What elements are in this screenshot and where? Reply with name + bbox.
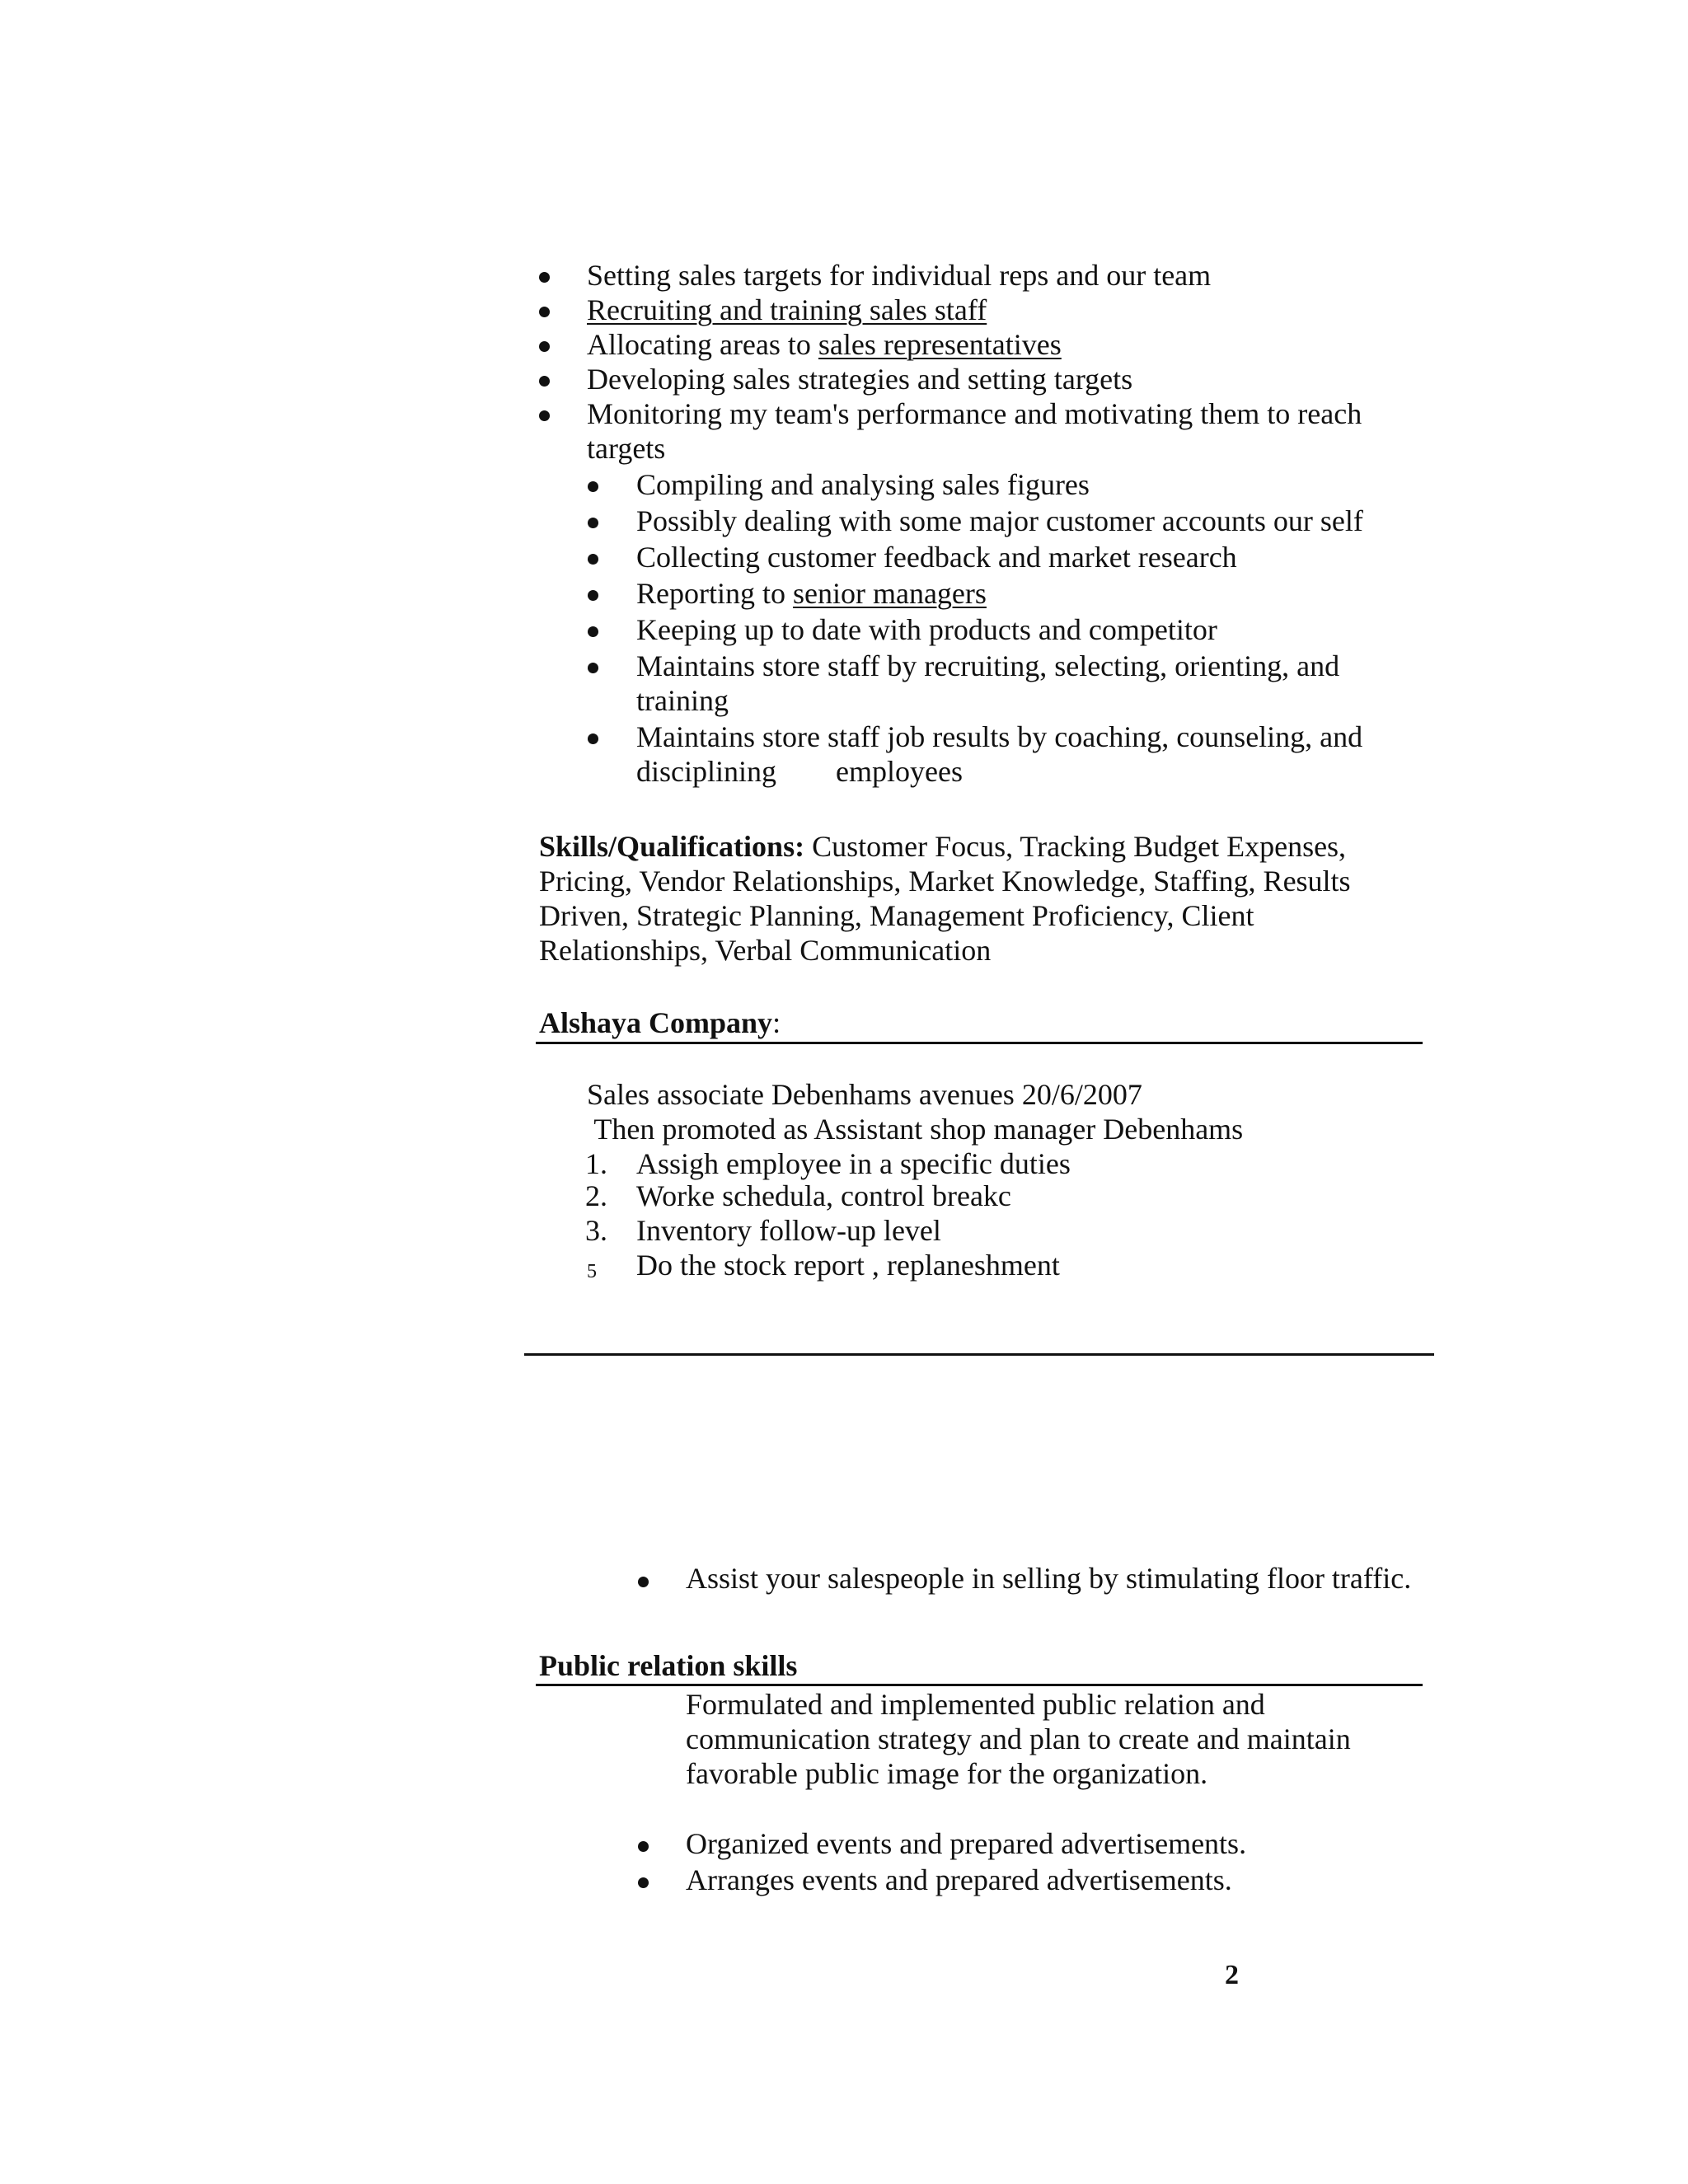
bullet-icon — [539, 307, 550, 317]
pr-bullet-item: Arranges events and prepared advertisements. — [686, 1863, 1232, 1896]
pr-bullet-item: Organized events and prepared advertisements. — [686, 1827, 1247, 1860]
job-intro: Sales associate Debenhams avenues 20/6/2007 — [587, 1078, 1142, 1111]
pr-paragraph-line: communication strategy and plan to create and maintain — [686, 1722, 1351, 1755]
list-number: 5 — [587, 1261, 597, 1282]
bullet-icon — [638, 1841, 649, 1852]
duty-subitem-continuation: training — [636, 684, 729, 717]
skills-label: Skills/Qualifications: — [539, 830, 805, 863]
duty-subitem: Compiling and analysing sales figures — [636, 468, 1090, 501]
heading-colon: : — [772, 1006, 781, 1039]
duty-subitem: Collecting customer feedback and market research — [636, 541, 1237, 574]
duty-item-continuation: targets — [587, 432, 666, 465]
company-name: Alshaya Company — [539, 1006, 773, 1039]
skills-text: Customer Focus, Tracking Budget Expenses, — [804, 830, 1347, 863]
section-divider — [524, 1353, 1434, 1356]
duty-item — [587, 327, 1062, 362]
bullet-icon — [588, 733, 598, 744]
list-number: 1. — [585, 1147, 607, 1180]
duty-subitem: Maintains store staff by recruiting, selecting, orienting, and — [636, 649, 1340, 682]
job-duty: Worke schedula, control breakc — [636, 1179, 1011, 1212]
job-duty: Do the stock report , replaneshment — [636, 1249, 1060, 1282]
duty-subitem: Possibly dealing with some major customer accounts our self — [636, 504, 1363, 537]
bullet-icon — [588, 481, 598, 492]
bullet-icon — [588, 518, 598, 528]
bullet-icon — [539, 272, 550, 283]
duty-subitem — [636, 576, 987, 611]
section-divider — [536, 1042, 1423, 1044]
pr-paragraph-line: favorable public image for the organization. — [686, 1757, 1208, 1790]
duty-item: Setting sales targets for individual reps and our team — [587, 259, 1212, 292]
job-duty: Inventory follow-up level — [636, 1214, 941, 1247]
bullet-icon — [638, 1877, 649, 1888]
list-number: 3. — [585, 1214, 607, 1247]
bullet-icon — [588, 554, 598, 565]
duty-subitem: Maintains store staff job results by coaching, counseling, and — [636, 720, 1363, 753]
skills-line: Driven, Strategic Planning, Management Proficiency, Client — [539, 899, 1254, 932]
skills-line — [539, 829, 1346, 864]
bullet-icon — [588, 590, 598, 601]
bullet-icon — [588, 626, 598, 637]
duty-subitem: Keeping up to date with products and competitor — [636, 613, 1217, 646]
section-heading — [539, 1005, 781, 1040]
job-intro: Then promoted as Assistant shop manager Debenhams — [587, 1113, 1244, 1146]
duty-item: Developing sales strategies and setting targets — [587, 363, 1133, 396]
pr-paragraph-line: Formulated and implemented public relation and — [686, 1688, 1265, 1721]
duty-subitem-continuation: disciplining employees — [636, 755, 963, 788]
duty-item: Monitoring my team's performance and motivating them to reach — [587, 397, 1362, 430]
sales-representatives-link[interactable]: sales representatives — [818, 328, 1062, 361]
section-divider — [536, 1684, 1423, 1686]
bullet-icon — [588, 663, 598, 673]
job-duty: Assigh employee in a specific duties — [636, 1147, 1071, 1180]
bullet-icon — [638, 1577, 649, 1587]
bullet-icon — [539, 410, 550, 421]
duty-item-link[interactable]: Recruiting and training sales staff — [587, 293, 987, 326]
bullet-icon — [539, 376, 550, 387]
senior-managers-link[interactable]: senior managers — [792, 577, 987, 610]
duty-subitem-text: Reporting to — [636, 577, 793, 610]
page-number: 2 — [1225, 1960, 1239, 1990]
duty-item-text: Allocating areas to — [587, 328, 818, 361]
skills-line: Pricing, Vendor Relationships, Market Knowledge, Staffing, Results — [539, 865, 1351, 898]
assist-item: Assist your salespeople in selling by stimulating floor traffic. — [686, 1562, 1412, 1595]
list-number: 2. — [585, 1179, 607, 1212]
bullet-icon — [539, 341, 550, 352]
section-heading: Public relation skills — [539, 1649, 798, 1682]
skills-line: Relationships, Verbal Communication — [539, 934, 992, 967]
